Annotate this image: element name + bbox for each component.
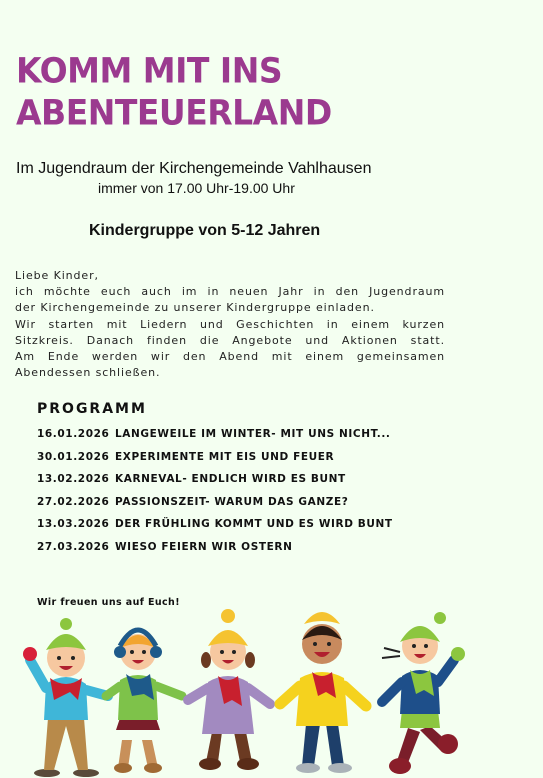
program-title: WIESO FEIERN WIR OSTERN [115, 540, 293, 553]
program-item [37, 473, 393, 496]
flyer-title [16, 50, 332, 134]
group-heading: Kindergruppe von 5-12 Jahren [89, 222, 321, 239]
venue-text: Im Jugendraum der Kirchengemeinde Vahlhausen [16, 160, 372, 177]
title-line-1: KOMM MIT INS [16, 50, 283, 91]
program-item [37, 428, 393, 451]
program-title: LANGEWEILE IM WINTER- MIT UNS NICHT... [115, 428, 391, 440]
program-date: 30.01.2026 [37, 450, 110, 463]
letter-line: Wir starten mit Liedern und Geschichten in einem kurzen [15, 317, 445, 331]
program-title: DER FRÜHLING KOMMT UND ES WIRD BUNT [115, 518, 393, 530]
time-text: immer von 17.00 Uhr-19.00 Uhr [98, 180, 295, 196]
program-item [37, 541, 393, 564]
program-date: 16.01.2026 [37, 428, 110, 440]
letter-line: Liebe Kinder, [15, 269, 99, 282]
closing-text: Wir freuen uns auf Euch! [37, 597, 180, 608]
letter-line: Sitzkreis. Danach finden die Angebote und Aktionen statt. [15, 333, 445, 347]
child-5 [382, 612, 465, 774]
child-2 [106, 630, 182, 773]
program-date: 13.02.2026 [37, 473, 110, 485]
program-title: EXPERIMENTE MIT EIS UND FEUER [115, 450, 335, 463]
program-date: 13.03.2026 [37, 518, 110, 530]
letter-line: Abendessen schließen. [15, 366, 161, 380]
child-4 [280, 612, 366, 773]
program-item [37, 518, 393, 541]
title-line-2: ABENTEUERLAND [16, 92, 332, 133]
invitation-letter [15, 268, 445, 381]
program-heading: PROGRAMM [37, 401, 147, 417]
children-holding-hands-illustration [20, 600, 470, 778]
program-date: 27.03.2026 [37, 540, 110, 553]
child-1 [23, 618, 108, 777]
program-item [37, 451, 393, 474]
program-list [37, 428, 393, 563]
program-title: PASSIONSZEIT- WARUM DAS GANZE? [115, 495, 349, 508]
letter-line: ich möchte euch auch im in neuen Jahr in den Jugendraum [15, 285, 445, 299]
program-title: KARNEVAL- ENDLICH WIRD ES BUNT [115, 473, 346, 485]
letter-line: Am Ende werden wir den Abend mit einem gemeinsamen [15, 350, 445, 364]
child-3 [188, 609, 270, 770]
letter-line: der Kirchengemeinde zu unserer Kindergruppe einladen. [15, 301, 375, 315]
program-date: 27.02.2026 [37, 495, 110, 508]
program-item [37, 496, 393, 519]
